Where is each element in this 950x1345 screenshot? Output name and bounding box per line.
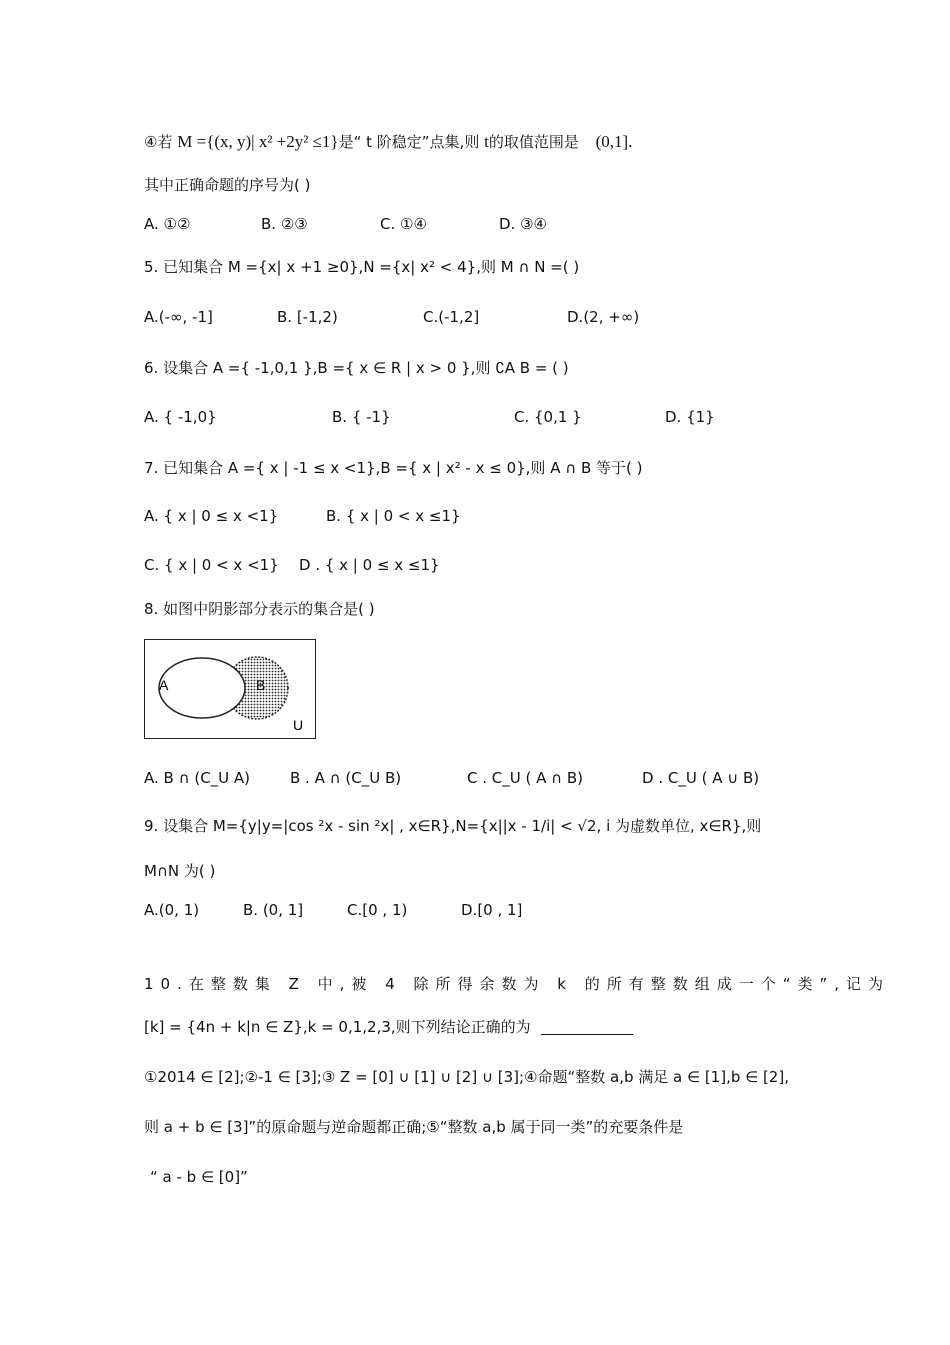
q7-option-c: C. { x | 0 < x <1} [144, 556, 279, 574]
q10-line2-text: [k] = {4n + k|n ∈ Z},k = 0,1,2,3,则下列结论正确的为 [144, 1018, 531, 1036]
q5-stem: 5. 已知集合 M ={x| x +1 ≥0},N ={x| x² < 4},则 M ∩ N =( ) [144, 258, 580, 276]
q4-item4 [144, 131, 632, 153]
q5-option-c: C.(-1,2] [423, 308, 480, 326]
q10-line2 [144, 1016, 633, 1038]
q5-option-a: A.(-∞, -1] [144, 308, 213, 326]
venn-label-a: A [159, 677, 169, 693]
q9-stem2: M∩N 为( ) [144, 862, 216, 880]
q5-option-b: B. [-1,2) [277, 308, 338, 326]
q4-item4-math: M ={(x, y)| x² +2y² ≤1} [177, 132, 339, 151]
q7-option-d: D . { x | 0 ≤ x ≤1} [299, 556, 440, 574]
q4-item4-prefix: ④若 [144, 133, 173, 151]
venn-set-a [159, 658, 245, 718]
q10-line5: “ a - b ∈ [0]” [150, 1168, 248, 1186]
q10-answer-blank[interactable] [541, 1020, 633, 1035]
q8-option-d: D . C_U ( A ∪ B) [642, 769, 760, 787]
q9-option-c: C.[0 , 1) [347, 901, 408, 919]
q9-option-d: D.[0 , 1] [461, 901, 523, 919]
q8-option-b: B . A ∩ (C_U B) [290, 769, 402, 787]
q4-option-c: C. ①④ [380, 215, 427, 233]
q6-option-a: A. { -1,0} [144, 408, 217, 426]
q8-option-a: A. B ∩ (C_U A) [144, 769, 251, 787]
q5-option-d: D.(2, +∞) [567, 308, 640, 326]
venn-label-b: B [256, 677, 266, 693]
q7-option-a: A. { x | 0 ≤ x <1} [144, 507, 279, 525]
q6-stem: 6. 设集合 A ={ -1,0,1 },B ={ x ∈ R | x > 0 },则 ∁A B = ( ) [144, 359, 569, 377]
venn-diagram [144, 639, 316, 739]
q7-option-b: B. { x | 0 < x ≤1} [326, 507, 461, 525]
q9-stem: 9. 设集合 M={y|y=|cos ²x - sin ²x| , x∈R},N={x||x - 1/i| < √2, i 为虚数单位, x∈R},则 [144, 817, 762, 835]
q4-option-b: B. ②③ [261, 215, 308, 233]
q10-line4: 则 a + b ∈ [3]”的原命题与逆命题都正确;⑤“整数 a,b 属于同一类”的充要条件是 [144, 1118, 684, 1136]
q9-option-b: B. (0, 1] [243, 901, 304, 919]
venn-label-u: U [293, 717, 304, 733]
q7-stem: 7. 已知集合 A ={ x | -1 ≤ x <1},B ={ x | x² - x ≤ 0},则 A ∩ B 等于( ) [144, 459, 643, 477]
q4-item4-answer: (0,1]. [595, 132, 633, 151]
q4-option-d: D. ③④ [499, 215, 547, 233]
q4-item4-mid: 是“ t 阶稳定”点集,则 [338, 133, 485, 151]
q8-stem: 8. 如图中阴影部分表示的集合是( ) [144, 600, 375, 618]
q6-option-d: D. {1} [665, 408, 715, 426]
q9-option-a: A.(0, 1) [144, 901, 200, 919]
q4-item4-t: t [484, 132, 489, 151]
q8-option-c: C . C_U ( A ∩ B) [467, 769, 584, 787]
q6-option-c: C. {0,1 } [514, 408, 582, 426]
q10-line3: ①2014 ∈ [2];②-1 ∈ [3];③ Z = [0] ∪ [1] ∪ [2] ∪ [3];④命题“整数 a,b 满足 a ∈ [1],b ∈ [2], [144, 1068, 789, 1086]
q6-option-b: B. { -1} [332, 408, 391, 426]
q4-prompt: 其中正确命题的序号为( ) [144, 176, 311, 194]
q10-stem: 10.在整数集 Z 中,被 4 除所得余数为 k 的所有整数组成一个“类”,记为 [144, 975, 891, 993]
venn-diagram-svg [145, 640, 315, 738]
q4-item4-suffix: 的取值范围是 [488, 133, 579, 151]
q4-option-a: A. ①② [144, 215, 191, 233]
